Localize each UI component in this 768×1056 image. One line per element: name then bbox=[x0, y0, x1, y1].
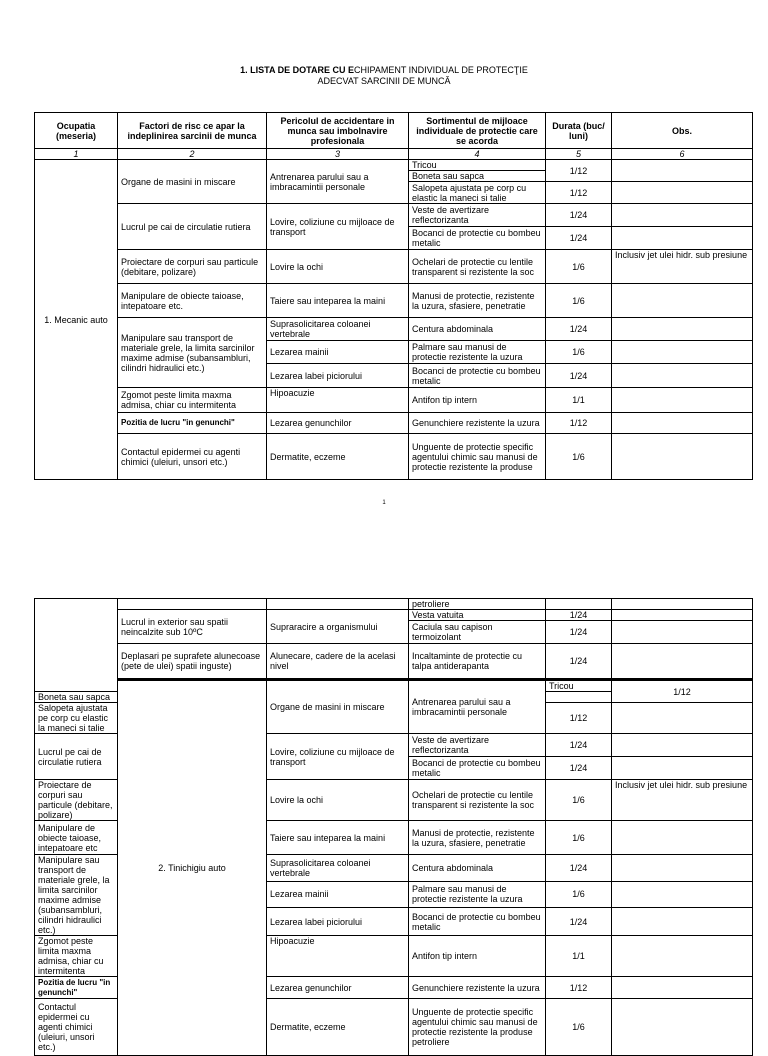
danger-cell: Antrenarea parului sau a imbracamintii personale bbox=[409, 680, 546, 734]
obs-cell: Inclusiv jet ulei hidr. sub presiune bbox=[612, 250, 753, 284]
header-danger: Pericolul de accidentare in munca sau imbolnavire profesionala bbox=[267, 113, 409, 149]
col-num: 4 bbox=[409, 149, 546, 160]
equipment-cell: Genunchiere rezistente la uzura bbox=[409, 977, 546, 999]
duration-cell: 1/6 bbox=[546, 341, 612, 364]
obs-cell bbox=[612, 160, 753, 182]
header-risk-factors: Factori de risc ce apar la indeplinirea sarcinii de munca bbox=[118, 113, 267, 149]
danger-cell: Lezarea mainii bbox=[267, 341, 409, 364]
danger-cell: Taiere sau inteparea la maini bbox=[267, 821, 409, 855]
equipment-cell: Tricou bbox=[409, 160, 546, 171]
obs-cell bbox=[612, 977, 753, 999]
table-row bbox=[35, 250, 753, 284]
page-number: 1 bbox=[382, 500, 386, 506]
equipment-cell: Antifon tip intern bbox=[409, 388, 546, 413]
risk-cell: Pozitia de lucru "in genunchi" bbox=[35, 977, 118, 999]
equipment-cell: Antifon tip intern bbox=[409, 936, 546, 977]
equipment-cell: Ochelari de protectie cu lentile transparent si rezistente la soc bbox=[409, 250, 546, 284]
obs-cell bbox=[612, 364, 753, 388]
obs-cell bbox=[612, 204, 753, 227]
equipment-cell: Manusi de protectie, rezistente la uzura, sfasiere, penetratie bbox=[409, 821, 546, 855]
duration-cell: 1/24 bbox=[546, 757, 612, 780]
duration-cell: 1/24 bbox=[546, 644, 612, 680]
risk-cell: Zgomot peste limita maxma admisa, chiar cu intermitenta bbox=[35, 936, 118, 977]
obs-cell bbox=[612, 734, 753, 757]
risk-cell: Manipulare de obiecte taioase, intepatoare etc. bbox=[118, 284, 267, 318]
danger-cell: Hipoacuzie bbox=[267, 936, 409, 977]
occupation-cell: 1. Mecanic auto bbox=[35, 160, 118, 480]
duration-cell: 1/6 bbox=[546, 821, 612, 855]
equipment-cell: petroliere bbox=[409, 599, 546, 610]
duration-cell: 1/6 bbox=[546, 881, 612, 908]
equipment-cell: Tricou bbox=[546, 680, 612, 692]
equipment-cell: Unguente de protectie specific agentului chimic sau manusi de protectie rezistente la produse bbox=[409, 434, 546, 480]
duration-cell: 1/12 bbox=[612, 680, 753, 703]
duration-cell: 1/24 bbox=[546, 610, 612, 621]
risk-cell: Organe de masini in miscare bbox=[118, 160, 267, 204]
equipment-cell: Vesta vatuita bbox=[409, 610, 546, 621]
risk-cell: Deplasari pe suprafete alunecoase (pete de ulei) spatii inguste) bbox=[118, 644, 267, 680]
obs-cell bbox=[612, 341, 753, 364]
duration-cell: 1/12 bbox=[546, 160, 612, 182]
duration-cell bbox=[546, 599, 612, 610]
equipment-cell: Salopeta ajustata pe corp cu elastic la maneci si talie bbox=[409, 182, 546, 204]
danger-cell bbox=[267, 599, 409, 610]
danger-cell: Lezarea mainii bbox=[267, 881, 409, 908]
header-obs: Obs. bbox=[612, 113, 753, 149]
table-row bbox=[35, 680, 753, 692]
duration-cell: 1/24 bbox=[546, 318, 612, 341]
obs-cell bbox=[612, 318, 753, 341]
danger-cell: Lovire, coliziune cu mijloace de transport bbox=[267, 734, 409, 780]
equipment-cell: Salopeta ajustata pe corp cu elastic la maneci si talie bbox=[35, 703, 118, 734]
equipment-cell: Bocanci de protectie cu bombeu metalic bbox=[409, 757, 546, 780]
danger-cell: Lezarea genunchilor bbox=[267, 413, 409, 434]
equipment-cell: Boneta sau sapca bbox=[409, 171, 546, 182]
table-row bbox=[35, 610, 753, 621]
obs-cell bbox=[612, 908, 753, 936]
risk-cell: Lucrul in exterior sau spatii neincalzite sub 10ºC bbox=[118, 610, 267, 644]
obs-cell bbox=[612, 413, 753, 434]
danger-cell: Taiere sau inteparea la maini bbox=[267, 284, 409, 318]
risk-cell: Contactul epidermei cu agenti chimici (uleiuri, unsori etc.) bbox=[35, 999, 118, 1056]
duration-cell: 1/6 bbox=[546, 780, 612, 821]
equipment-cell: Veste de avertizare reflectorizanta bbox=[409, 204, 546, 227]
obs-cell bbox=[612, 227, 753, 250]
page-title bbox=[0, 65, 768, 87]
equipment-cell: Centura abdominala bbox=[409, 318, 546, 341]
equipment-cell: Boneta sau sapca bbox=[35, 692, 118, 703]
risk-cell: Proiectare de corpuri sau particule (debitare, polizare) bbox=[118, 250, 267, 284]
title-line-2: ADECVAT SARCINII DE MUNCĂ bbox=[317, 76, 451, 86]
table-row bbox=[35, 160, 753, 171]
obs-cell bbox=[612, 388, 753, 413]
obs-cell bbox=[612, 621, 753, 644]
danger-cell: Lezarea labei piciorului bbox=[267, 908, 409, 936]
obs-cell bbox=[612, 644, 753, 680]
header-duration: Durata (buc/ luni) bbox=[546, 113, 612, 149]
obs-cell bbox=[612, 182, 753, 204]
obs-cell bbox=[612, 999, 753, 1056]
equipment-cell: Centura abdominala bbox=[409, 855, 546, 882]
equipment-cell: Incaltaminte de protectie cu talpa antiderapanta bbox=[409, 644, 546, 680]
obs-cell bbox=[612, 599, 753, 610]
duration-cell: 1/24 bbox=[546, 908, 612, 936]
duration-cell: 1/6 bbox=[546, 250, 612, 284]
table-row bbox=[35, 388, 753, 413]
equipment-cell: Ochelari de protectie cu lentile transparent si rezistente la soc bbox=[409, 780, 546, 821]
duration-cell: 1/24 bbox=[546, 734, 612, 757]
title-rest: CHIPAMENT INDIVIDUAL DE PROTECŢIE bbox=[353, 65, 528, 75]
col-num: 1 bbox=[35, 149, 118, 160]
danger-cell: Lezarea genunchilor bbox=[267, 977, 409, 999]
danger-cell: Lovire la ochi bbox=[267, 250, 409, 284]
obs-cell bbox=[612, 757, 753, 780]
danger-cell: Suprasolicitarea coloanei vertebrale bbox=[267, 855, 409, 882]
table-row bbox=[35, 644, 753, 680]
obs-cell bbox=[612, 610, 753, 621]
table-row bbox=[35, 284, 753, 318]
occupation-cell: 2. Tinichigiu auto bbox=[118, 680, 267, 1056]
risk-cell: Pozitia de lucru "in genunchi" bbox=[118, 413, 267, 434]
duration-cell: 1/12 bbox=[546, 182, 612, 204]
risk-cell: Contactul epidermei cu agenti chimici (uleiuri, unsori etc.) bbox=[118, 434, 267, 480]
equipment-cell: Caciula sau capison termoizolant bbox=[409, 621, 546, 644]
column-number-row bbox=[35, 149, 753, 160]
table-row bbox=[35, 318, 753, 341]
duration-cell: 1/6 bbox=[546, 434, 612, 480]
risk-cell: Zgomot peste limita maxma admisa, chiar cu intermitenta bbox=[118, 388, 267, 413]
equipment-cell: Bocanci de protectie cu bombeu metalic bbox=[409, 227, 546, 250]
danger-cell: Dermatite, eczeme bbox=[267, 434, 409, 480]
col-num: 3 bbox=[267, 149, 409, 160]
duration-cell: 1/1 bbox=[546, 936, 612, 977]
obs-cell bbox=[612, 284, 753, 318]
equipment-cell: Manusi de protectie, rezistente la uzura, sfasiere, penetratie bbox=[409, 284, 546, 318]
duration-cell: 1/6 bbox=[546, 284, 612, 318]
danger-cell: Supraracire a organismului bbox=[267, 610, 409, 644]
table-row bbox=[35, 413, 753, 434]
duration-cell: 1/24 bbox=[546, 204, 612, 227]
header-row bbox=[35, 113, 753, 149]
duration-cell: 1/12 bbox=[546, 703, 612, 734]
danger-cell: Lovire la ochi bbox=[267, 780, 409, 821]
col-num: 5 bbox=[546, 149, 612, 160]
table-row bbox=[35, 599, 753, 610]
equipment-cell: Bocanci de protectie cu bombeu metalic bbox=[409, 364, 546, 388]
danger-cell: Suprasolicitarea coloanei vertebrale bbox=[267, 318, 409, 341]
obs-cell: Inclusiv jet ulei hidr. sub presiune bbox=[612, 780, 753, 821]
obs-cell bbox=[612, 703, 753, 734]
equipment-cell: Palmare sau manusi de protectie rezistente la uzura bbox=[409, 881, 546, 908]
danger-cell: Lezarea labei piciorului bbox=[267, 364, 409, 388]
duration-cell: 1/6 bbox=[546, 999, 612, 1056]
header-occupation: Ocupatia (meseria) bbox=[35, 113, 118, 149]
risk-cell: Manipulare sau transport de materiale grele, la limita sarcinilor maxime admise (subansambluri, cilindri hidraulici etc.) bbox=[35, 855, 118, 936]
equipment-cell: Genunchiere rezistente la uzura bbox=[409, 413, 546, 434]
duration-cell: 1/24 bbox=[546, 227, 612, 250]
equipment-table-page-1 bbox=[34, 112, 753, 480]
occupation-cell bbox=[35, 599, 118, 692]
obs-cell bbox=[612, 881, 753, 908]
risk-cell: Organe de masini in miscare bbox=[267, 680, 409, 734]
title-bold: 1. LISTA DE DOTARE CU E bbox=[240, 65, 354, 75]
risk-cell: Proiectare de corpuri sau particule (debitare, polizare) bbox=[35, 780, 118, 821]
danger-cell: Antrenarea parului sau a imbracamintii personale bbox=[267, 160, 409, 204]
duration-cell: 1/12 bbox=[546, 977, 612, 999]
obs-cell bbox=[612, 936, 753, 977]
risk-cell bbox=[118, 599, 267, 610]
duration-cell: 1/12 bbox=[546, 413, 612, 434]
equipment-cell: Veste de avertizare reflectorizanta bbox=[409, 734, 546, 757]
table-row bbox=[35, 204, 753, 227]
duration-cell: 1/24 bbox=[546, 364, 612, 388]
danger-cell: Lovire, coliziune cu mijloace de transport bbox=[267, 204, 409, 250]
equipment-table-page-2 bbox=[34, 598, 753, 1056]
danger-cell: Hipoacuzie bbox=[267, 388, 409, 413]
equipment-cell: Palmare sau manusi de protectie rezistente la uzura bbox=[409, 341, 546, 364]
equipment-cell: Unguente de protectie specific agentului chimic sau manusi de protectie rezistente la produse petroliere bbox=[409, 999, 546, 1056]
risk-cell: Lucrul pe cai de circulatie rutiera bbox=[118, 204, 267, 250]
header-equipment: Sortimentul de mijloace individuale de protectie care se acorda bbox=[409, 113, 546, 149]
equipment-cell: Bocanci de protectie cu bombeu metalic bbox=[409, 908, 546, 936]
risk-cell: Manipulare sau transport de materiale grele, la limita sarcinilor maxime admise (subansambluri, cilindri hidraulici etc.) bbox=[118, 318, 267, 388]
table-row bbox=[35, 434, 753, 480]
risk-cell: Lucrul pe cai de circulatie rutiera bbox=[35, 734, 118, 780]
obs-cell bbox=[612, 434, 753, 480]
danger-cell: Alunecare, cadere de la acelasi nivel bbox=[267, 644, 409, 680]
obs-cell bbox=[612, 855, 753, 882]
duration-cell: 1/1 bbox=[546, 388, 612, 413]
duration-cell: 1/24 bbox=[546, 621, 612, 644]
duration-cell: 1/24 bbox=[546, 855, 612, 882]
danger-cell: Dermatite, eczeme bbox=[267, 999, 409, 1056]
obs-cell bbox=[612, 821, 753, 855]
col-num: 2 bbox=[118, 149, 267, 160]
risk-cell: Manipulare de obiecte taioase, intepatoare etc bbox=[35, 821, 118, 855]
col-num: 6 bbox=[612, 149, 753, 160]
